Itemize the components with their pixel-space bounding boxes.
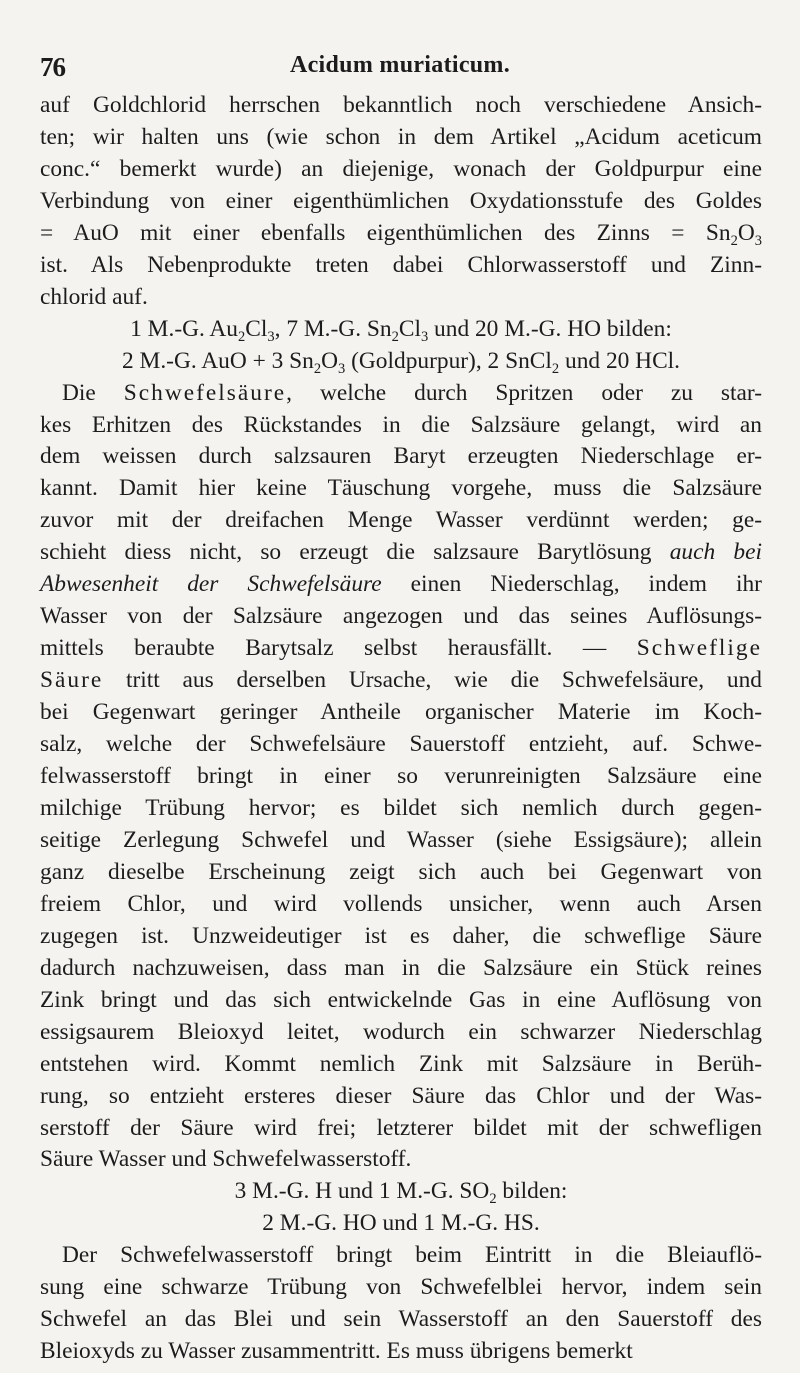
text-line: bei Gegenwart geringer Antheile organischer Materie im Koch- — [40, 699, 762, 726]
text-line: Abwesenheit der Schwefelsäure einen Niederschlag, indem ihr — [40, 571, 762, 598]
text-line: rung, so entzieht ersteres dieser Säure das Chlor und der Was- — [40, 1082, 762, 1109]
running-title: Acidum muriaticum. — [289, 52, 511, 78]
text-line: Die Schwefelsäure, welche durch Spritzen oder zu star- — [62, 379, 762, 406]
body-text — [40, 90, 762, 1368]
text-line: dadurch nachzuweisen, dass man in die Salzsäure ein Stück reines — [40, 954, 762, 981]
text-line: = AuO mit einer ebenfalls eigenthümlichen des Zinns = $Sn_2O_3$ — [40, 219, 762, 249]
text-line: Säure Wasser und Schwefelwasserstoff. — [40, 1146, 412, 1173]
text-line: sung eine schwarze Trübung von Schwefelblei hervor, indem sein — [40, 1274, 762, 1301]
text-line: entstehen wird. Kommt nemlich Zink mit Salzsäure in Berüh- — [40, 1050, 762, 1077]
page-header — [40, 44, 760, 84]
text-line: schieht diess nicht, so erzeugt die salzsaure Barytlösung auch bei — [40, 539, 762, 566]
text-line: ten; wir halten uns (wie schon in dem Artikel „Acidum aceticum — [40, 123, 762, 150]
text-line: salz, welche der Schwefelsäure Sauerstoff entzieht, auf. Schwe- — [40, 731, 762, 758]
text-line: Schwefel an das Blei und sein Wasserstoff an den Sauerstoff des — [40, 1306, 762, 1333]
text-line: serstoff der Säure wird frei; letzterer bildet mit der schwefligen — [40, 1114, 762, 1141]
text-line: zugegen ist. Unzweideutiger ist es daher, die schweflige Säure — [40, 922, 762, 949]
text-line: zuvor mit der dreifachen Menge Wasser verdünnt werden; ge- — [40, 507, 762, 534]
text-line: 2 M.-G. HO und 1 M.-G. HS. — [262, 1210, 540, 1237]
text-line: conc.“ bemerkt wurde) an diejenige, wonach der Goldpurpur eine — [40, 155, 762, 182]
text-line: ganz dieselbe Erscheinung zeigt sich auch bei Gegenwart von — [40, 858, 762, 885]
text-line: felwasserstoff bringt in einer so verunreinigten Salzsäure eine — [40, 763, 762, 790]
text-line: 1 M.-G. $Au_2Cl_3$, 7 M.-G. $Sn_2Cl_3$ und 20 M.-G. HO bilden: — [130, 315, 672, 345]
text-line: freiem Chlor, und wird vollends unsicher, wenn auch Arsen — [40, 890, 762, 917]
text-line: Der Schwefelwasserstoff bringt beim Eintritt in die Bleiauflö- — [62, 1242, 762, 1269]
text-line: Bleioxyds zu Wasser zusammentritt. Es muss übrigens bemerkt — [40, 1338, 633, 1365]
page-number: 76 — [40, 52, 65, 82]
text-line: kes Erhitzen des Rückstandes in die Salzsäure gelangt, wird an — [40, 411, 762, 438]
text-line: mittels beraubte Barytsalz selbst herausfällt. — Schweflige — [40, 635, 762, 662]
text-line: dem weissen durch salzsauren Baryt erzeugten Niederschlage er- — [40, 443, 762, 470]
text-line: milchige Trübung hervor; es bildet sich nemlich durch gegen- — [40, 794, 762, 821]
text-line: seitige Zerlegung Schwefel und Wasser (siehe Essigsäure); allein — [40, 826, 762, 853]
text-line: 3 M.-G. H und 1 M.-G. $SO_2$ bilden: — [234, 1178, 568, 1208]
text-line: auf Goldchlorid herrschen bekanntlich noch verschiedene Ansich- — [40, 92, 762, 118]
text-line: essigsaurem Bleioxyd leitet, wodurch ein schwarzer Niederschlag — [40, 1018, 762, 1045]
text-line: ist. Als Nebenprodukte treten dabei Chlorwasserstoff und Zinn- — [40, 251, 762, 278]
text-line: 2 M.-G. AuO + 3 $Sn_2O_3$ (Goldpurpur), 2 SnCl$_2$ und 20 HCl. — [121, 347, 681, 377]
text-line: kannt. Damit hier keine Täuschung vorgehe, muss die Salzsäure — [40, 475, 762, 502]
text-line: Verbindung von einer eigenthümlichen Oxydationsstufe des Goldes — [40, 187, 762, 214]
text-line: Zink bringt und das sich entwickelnde Gas in eine Auflösung von — [40, 986, 762, 1013]
text-line: Wasser von der Salzsäure angezogen und das seines Auflösungs- — [40, 603, 762, 630]
text-line: chlorid auf. — [40, 283, 148, 310]
text-line: Säure tritt aus derselben Ursache, wie die Schwefelsäure, und — [40, 667, 762, 694]
